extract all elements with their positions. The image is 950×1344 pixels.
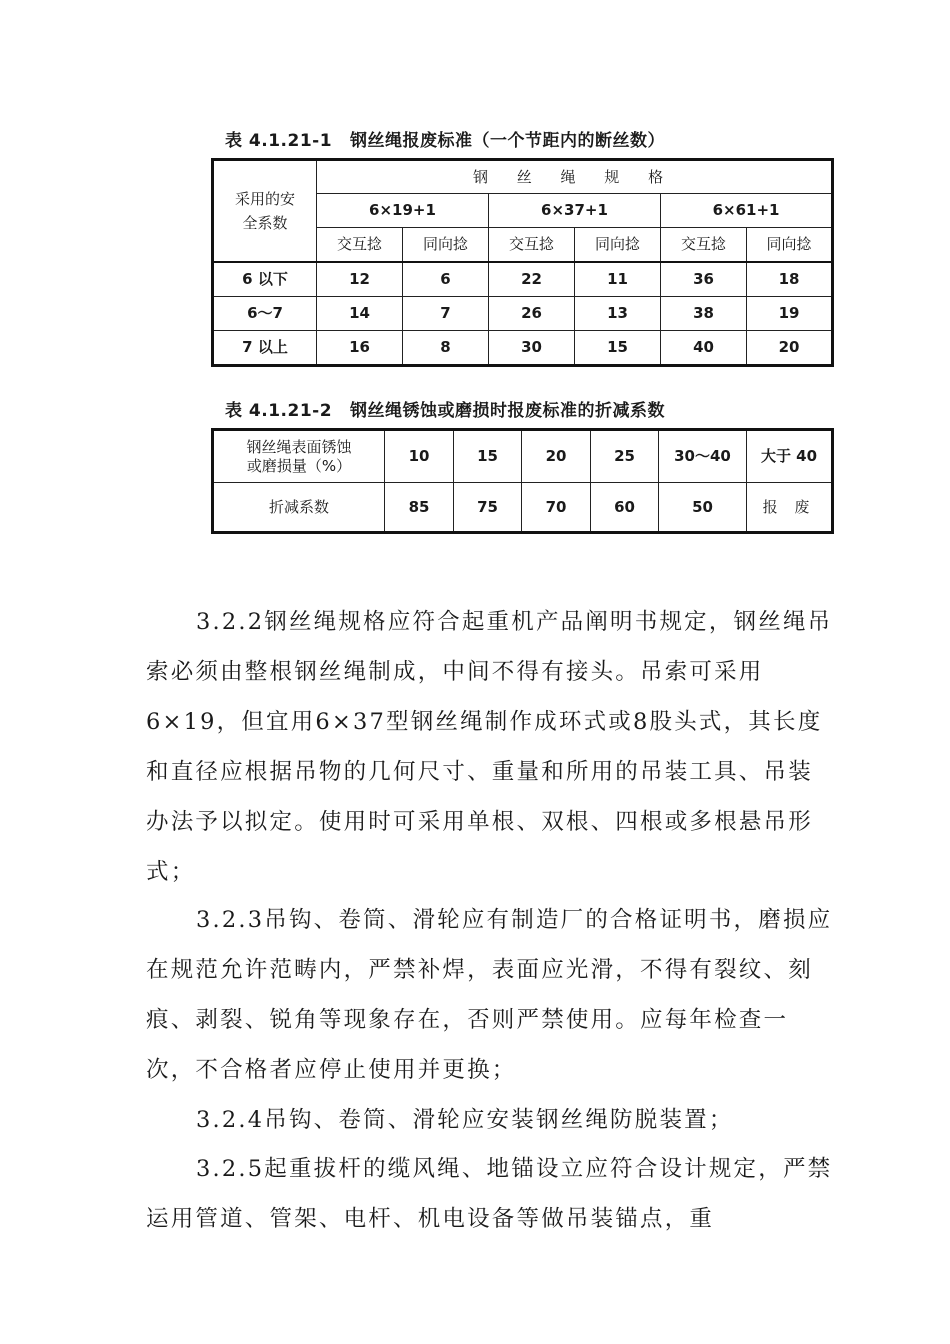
row-label-line2: 或磨损量（%）	[246, 456, 352, 475]
table2-caption-number: 表 4.1.21-2	[225, 401, 333, 421]
table-cell: 22	[489, 262, 575, 297]
table-cell: 报 废	[747, 483, 833, 533]
lay-type: 同向捻	[575, 228, 661, 263]
table-cell: 10	[385, 430, 454, 483]
paragraph-3-2-5: 3.2.5起重拔杆的缆风绳、地锚设立应符合设计规定，严禁运用管道、管架、电杆、机电设备等做吊装锚点，重	[146, 1155, 833, 1232]
table2-caption-title: 钢丝绳锈蚀或磨损时报废标准的折减系数	[350, 401, 665, 421]
table-cell: 14	[317, 297, 403, 331]
paragraph-3-2-2: 3.2.2钢丝绳规格应符合起重机产品阐明书规定，钢丝绳吊索必须由整根钢丝绳制成，中间不得有接头。吊索可采用6×19，但宜用6×37型钢丝绳制作成环式或8股头式，其长度和直径应根据吊物的几何尺寸、重量和所用的吊装工具、吊装办法予以拟定。使用时可采用单根、双根、四根或多根悬吊形式；	[146, 608, 833, 885]
table-cell: 26	[489, 297, 575, 331]
table-cell: 36	[661, 262, 747, 297]
table-row	[213, 483, 833, 533]
corrosion-reduction-factor-table	[211, 428, 834, 534]
table-cell: 85	[385, 483, 454, 533]
table-cell: 大于 40	[747, 430, 833, 483]
spec-6x19: 6×19+1	[317, 194, 489, 228]
table-row	[213, 262, 833, 297]
table-cell: 30～40	[659, 430, 747, 483]
row-label: 6～7	[213, 297, 317, 331]
table-cell: 20	[747, 331, 833, 366]
lay-type: 交互捻	[489, 228, 575, 263]
spec-6x61: 6×61+1	[661, 194, 833, 228]
table-cell: 38	[661, 297, 747, 331]
table-cell: 12	[317, 262, 403, 297]
table-cell: 11	[575, 262, 661, 297]
paragraph-3-2-3: 3.2.3吊钩、卷筒、滑轮应有制造厂的合格证明书，磨损应在规范允许范畴内，严禁补焊，表面应光滑，不得有裂纹、刻痕、剥裂、锐角等现象存在，否则严禁使用。应每年检查一次，不合格者应停止使用并更换；	[146, 906, 833, 1083]
row-label-line1: 钢丝绳表面锈蚀	[246, 437, 352, 456]
table1-caption	[225, 126, 665, 151]
table-row	[213, 297, 833, 331]
table-cell: 6	[403, 262, 489, 297]
table-cell: 70	[522, 483, 591, 533]
row-label: 7 以上	[213, 331, 317, 366]
row-label: 折减系数	[213, 483, 385, 533]
table-cell: 15	[575, 331, 661, 366]
table-cell: 25	[591, 430, 659, 483]
table-cell: 30	[489, 331, 575, 366]
spec-6x37: 6×37+1	[489, 194, 661, 228]
table-cell: 40	[661, 331, 747, 366]
table-cell: 50	[659, 483, 747, 533]
wire-rope-scrap-standard-table	[211, 158, 834, 367]
lay-type: 同向捻	[403, 228, 489, 263]
table-cell: 15	[454, 430, 522, 483]
row-header-cell	[213, 160, 317, 263]
row-label: 6 以下	[213, 262, 317, 297]
table-cell: 7	[403, 297, 489, 331]
lay-type: 同向捻	[747, 228, 833, 263]
spec-header: 钢 丝 绳 规 格	[317, 160, 833, 194]
table-cell: 8	[403, 331, 489, 366]
table2-caption	[225, 396, 665, 421]
table-cell: 19	[747, 297, 833, 331]
row-header-label: 采用的安全系数	[234, 190, 295, 232]
table1-caption-title: 钢丝绳报废标准（一个节距内的断丝数）	[350, 131, 665, 151]
table-row	[213, 331, 833, 366]
table-cell: 60	[591, 483, 659, 533]
table-cell: 75	[454, 483, 522, 533]
table1-caption-number: 表 4.1.21-1	[225, 131, 333, 151]
table-cell: 13	[575, 297, 661, 331]
table-row	[213, 430, 833, 483]
lay-type: 交互捻	[317, 228, 403, 263]
table-cell: 16	[317, 331, 403, 366]
paragraph-3-2-4: 3.2.4吊钩、卷筒、滑轮应安装钢丝绳防脱装置；	[196, 1106, 734, 1133]
lay-type: 交互捻	[661, 228, 747, 263]
table-cell: 20	[522, 430, 591, 483]
row-label	[213, 430, 385, 483]
table-cell: 18	[747, 262, 833, 297]
